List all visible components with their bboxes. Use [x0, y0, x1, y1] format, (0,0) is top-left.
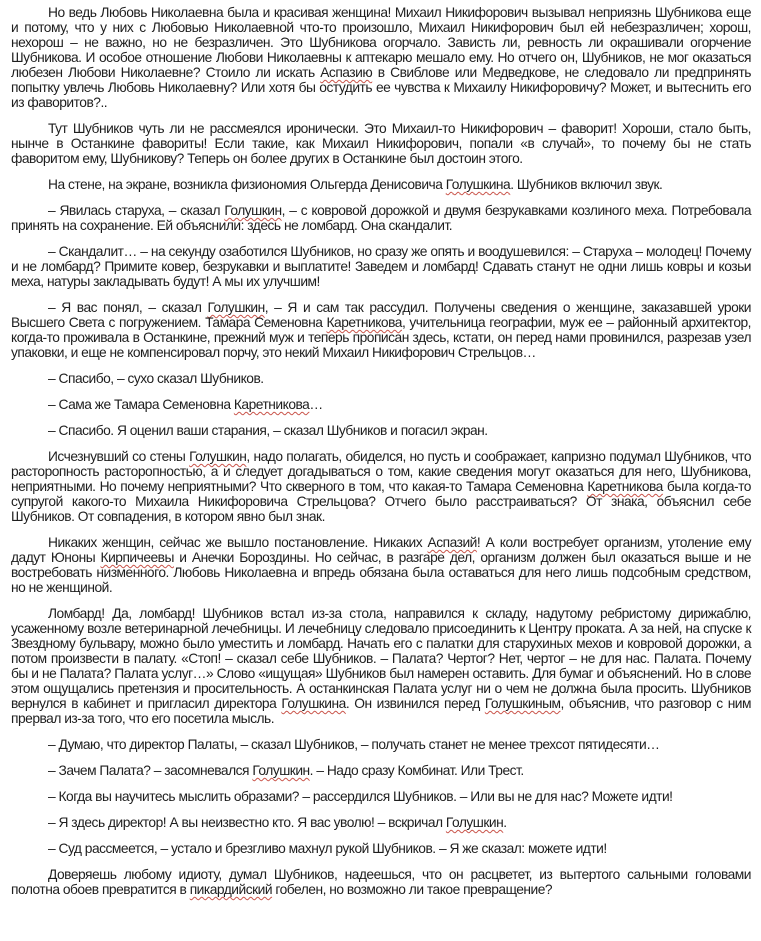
paragraph: – Спасибо, – сухо сказал Шубников.	[48, 371, 264, 386]
paragraph: – Я вас понял, – сказал Голушкин, – Я и сам так рассудил. Получены сведения о женщине, заказавшей уроки Высшего Света с погружением. Тамара Семеновна Каретникова, учительница географии, муж ее – районный архитектор, когда-то проживала в Останкине, прежний муж и теперь прописан здесь, кстати, он перед нами провинился, разрезав узел упаковки, и еще не компенсировал порчу, это некий Михаил Никифорович Стрельцов…	[11, 300, 752, 360]
paragraph: Ломбард! Да, ломбард! Шубников встал из-за стола, направился к складу, надутому ребристому дирижаблю, усаженному возле ветеринарной лечебницы. И лечебницу следовало присоединить к Центру проката. А за ней, на спуске к Звездному бульвару, можно было уместить и ломбард. Начать его с палатки для старухиных мехов и ковровой дорожки, а потом произвести в палату. «Стоп! – сказал себе Шубников. – Палата? Чертог? Нет, чертог – не для нас. Палата. Почему бы и не Палата? Палата услуг…» Слово «ищущая» Шубников был намерен оставить. Для бумаг и объяснений. Но в слове этом ощущались претензия и просительность. А останкинская Палата услуг ни о чем не должна была просить. Шубников вернулся в кабинет и пригласил директора Голушкина. Он извинился перед Голушкиным, объяснив, что разговор с ним прервал из-за того, что его посетила мысль.	[11, 606, 752, 726]
spellcheck-underline: Аспазию	[320, 65, 373, 80]
spellcheck-underline: Голушкина	[281, 696, 346, 711]
paragraph: – Думаю, что директор Палаты, – сказал Шубников, – получать станет не менее трехсот пятидесяти…	[48, 737, 660, 752]
spellcheck-underline: Голушкиным	[484, 696, 561, 711]
spellcheck-underline: Голушкин	[189, 449, 247, 464]
paragraph: Доверяешь любому идиоту, думал Шубников, надеешься, что он расцветет, из вытертого сальными головами полотна обоев превратится в пикардийский гобелен, но возможно ли такое превращение?	[11, 867, 751, 897]
paragraph: – Зачем Палата? – засомневался Голушкин. – Надо сразу Комбинат. Или Трест.	[48, 763, 524, 778]
paragraph: На стене, на экране, возникла физиономия Ольгерда Денисовича Голушкина. Шубников включил звук.	[48, 177, 663, 192]
spellcheck-underline: Голушкин	[252, 763, 310, 778]
paragraph: Никаких женщин, сейчас же вышло постановление. Никаких Аспазий! А коли востребует организм, утоление ему дадут Юноны Кирпичеевы и Анечки Бороздины. Но сейчас, в разгаре дел, организм должен был оказаться выше и не востребовать низменного. Любовь Николаевна и впредь обязана была оставаться для него лишь подсобным средством, но не женщиной.	[11, 535, 751, 595]
paragraph: – Явилась старуха, – сказал Голушкин, – с ковровой дорожкой и двумя безрукавками козлиного меха. Потребовала принять на сохранение. Ей объяснили: здесь не ломбард. Она скандалит.	[11, 203, 751, 233]
paragraph: – Спасибо. Я оценил ваши старания, – сказал Шубников и погасил экран.	[48, 423, 488, 438]
paragraph: – Скандалит… – на секунду озаботился Шубников, но сразу же опять и воодушевился: – Старуха – молодец! Почему и не ломбард? Примите ковер, безрукавки и выплатите! Заведем и ломбард! Сдавать станут не одни лишь ковры и козьи меха, натуры закладывать будут! А мы их улучшим!	[11, 244, 751, 289]
paragraph: – Я здесь директор! А вы неизвестно кто. Я вас уволю! – вскричал Голушкин.	[48, 815, 507, 830]
spellcheck-underline: Голушкин	[207, 300, 265, 315]
spellcheck-underline: Голушкина	[445, 177, 511, 192]
paragraph: – Когда вы научитесь мыслить образами? – рассердился Шубников. – Или вы не для нас? Можете идти!	[48, 789, 673, 804]
paragraph: – Сама же Тамара Семеновна Каретникова…	[48, 397, 323, 412]
spellcheck-underline: Голушкин	[445, 815, 504, 830]
spellcheck-underline: Каретникова	[233, 397, 310, 412]
paragraph: Исчезнувший со стены Голушкин, надо полагать, обиделся, но пусть и соображает, капризно подумал Шубников, что расторопность расторопностью, а и следует догадываться о том, какие сведения могут оказаться для него, Шубникова, неприятными. Но почему неприятными? Что скверного в том, что какая-то Тамара Семеновна Каретникова была когда-то супругой какого-то Михаила Никифоровича Стрельцова? Отчего было расстраиваться? От знака, объяснил себе Шубников. От совпадения, в котором явно был знак.	[11, 449, 751, 524]
spellcheck-underline: пикардийский	[189, 882, 273, 897]
spellcheck-underline: Кирпичеевы	[100, 550, 174, 565]
spellcheck-underline: Каретникова	[587, 479, 663, 494]
spellcheck-underline: Голушкин	[224, 203, 282, 218]
paragraph: Но ведь Любовь Николаевна была и красивая женщина! Михаил Никифорович вызывал неприязнь Шубникова еще и потому, что у них с Любовью Николаевной что-то произошло, Михаил Никифорович был ей небезразличен; хорош, нехорош – не важно, но не безразличен. Это Шубникова огорчало. Зависть ли, ревность ли окрашивали огорчение Шубникова. И особое отношение Любови Николаевны к аптекарю мешало ему. Но отчего он, Шубников, не мог оказаться любезен Любови Николаевне? Стоило ли искать Аспазию в Свиблове или Медведкове, не следовало ли предпринять попытку увлечь Любовь Николаевну? Или хотя бы остудить ее чувства к Михаилу Никифоровичу? Может, и вытеснить его из фаворитов?..	[11, 5, 751, 110]
paragraph: Тут Шубников чуть ли не рассмеялся иронически. Это Михаил-то Никифорович – фаворит! Хороши, стало быть, нынче в Останкине фавориты! Если такие, как Михаил Никифорович, попали «в случай», то почему бы не стать фаворитом ему, Шубникову? Теперь он более других в Останкине был достоин этого.	[11, 121, 751, 166]
spellcheck-underline: Каретникова	[326, 315, 402, 330]
paragraph: – Суд рассмеется, – устало и брезгливо махнул рукой Шубников. – Я же сказал: можете идти!	[48, 841, 607, 856]
spellcheck-underline: Аспазий	[427, 535, 477, 550]
